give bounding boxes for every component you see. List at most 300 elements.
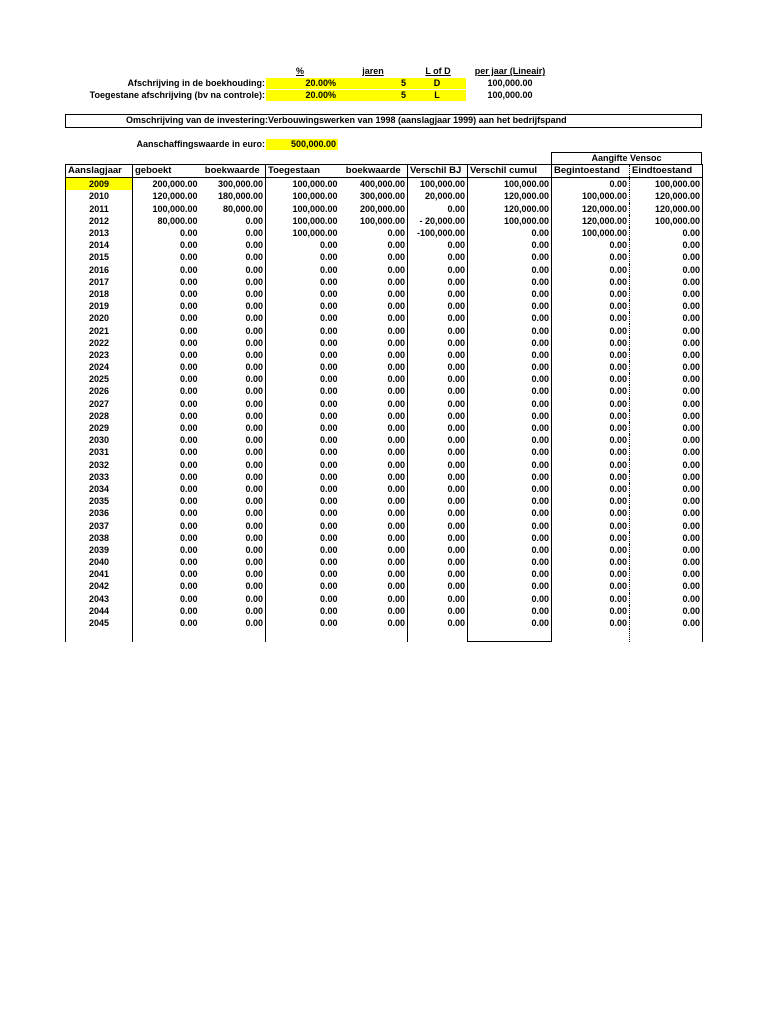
cell-boekwaarde-toegestaan[interactable]: 0.00: [387, 435, 405, 446]
cell-toegestaan[interactable]: 100,000.00: [266, 190, 340, 202]
param-lofd-toegestaan[interactable]: L: [408, 90, 466, 101]
cell-geboekt[interactable]: 0.00: [133, 361, 200, 373]
cell-toegestaan[interactable]: 0.00: [266, 337, 340, 349]
cell-geboekt[interactable]: 0.00: [133, 276, 200, 288]
cell-verschil-bj[interactable]: 0.00: [408, 422, 468, 434]
cell-aanslagjaar[interactable]: 2042: [66, 580, 133, 592]
cell-toegestaan[interactable]: 100,000.00: [266, 203, 340, 215]
cell-begintoestand[interactable]: 120,000.00: [581, 203, 627, 214]
cell-begintoestand[interactable]: 100,000.00: [581, 228, 627, 239]
cell-eindtoestand[interactable]: 0.00: [630, 398, 703, 410]
cell-verschil-cumul[interactable]: 0.00: [468, 593, 552, 605]
cell-eindtoestand[interactable]: 0.00: [630, 276, 703, 288]
cell-verschil-cumul[interactable]: 0.00: [468, 580, 552, 592]
cell-verschil-bj[interactable]: 0.00: [408, 276, 468, 288]
cell-toegestaan[interactable]: 0.00: [266, 434, 340, 446]
cell-toegestaan[interactable]: 0.00: [266, 593, 340, 605]
cell-begintoestand[interactable]: 0.00: [609, 483, 627, 494]
cell-boekwaarde-boek[interactable]: 0.00: [245, 435, 263, 446]
cell-verschil-bj[interactable]: 0.00: [408, 398, 468, 410]
cell-boekwaarde-boek[interactable]: 0.00: [245, 276, 263, 287]
cell-geboekt[interactable]: 0.00: [133, 385, 200, 397]
cell-verschil-bj[interactable]: 0.00: [408, 446, 468, 458]
cell-eindtoestand[interactable]: 0.00: [630, 385, 703, 397]
cell-boekwaarde-toegestaan[interactable]: 0.00: [387, 313, 405, 324]
cell-boekwaarde-boek[interactable]: 0.00: [245, 349, 263, 360]
cell-boekwaarde-boek[interactable]: 0.00: [245, 362, 263, 373]
cell-boekwaarde-toegestaan[interactable]: 0.00: [387, 362, 405, 373]
cell-verschil-bj[interactable]: 0.00: [408, 580, 468, 592]
cell-aanslagjaar[interactable]: 2044: [66, 605, 133, 617]
cell-toegestaan[interactable]: 0.00: [266, 544, 340, 556]
cell-boekwaarde-toegestaan[interactable]: 0.00: [387, 520, 405, 531]
cell-eindtoestand[interactable]: 0.00: [630, 580, 703, 592]
cell-verschil-bj[interactable]: 0.00: [408, 519, 468, 531]
cell-boekwaarde-boek[interactable]: 0.00: [245, 264, 263, 275]
cell-boekwaarde-toegestaan[interactable]: 0.00: [387, 423, 405, 434]
cell-verschil-bj[interactable]: 0.00: [408, 507, 468, 519]
cell-eindtoestand[interactable]: 0.00: [630, 532, 703, 544]
cell-verschil-cumul[interactable]: 0.00: [468, 227, 552, 239]
cell-verschil-cumul[interactable]: 0.00: [468, 385, 552, 397]
cell-eindtoestand[interactable]: 0.00: [630, 605, 703, 617]
cell-boekwaarde-boek[interactable]: 0.00: [245, 508, 263, 519]
cell-toegestaan[interactable]: 0.00: [266, 239, 340, 251]
cell-toegestaan[interactable]: 0.00: [266, 410, 340, 422]
cell-boekwaarde-boek[interactable]: 0.00: [245, 557, 263, 568]
cell-aanslagjaar[interactable]: 2022: [66, 337, 133, 349]
cell-begintoestand[interactable]: 0.00: [609, 605, 627, 616]
cell-aanslagjaar[interactable]: 2029: [66, 422, 133, 434]
cell-verschil-bj[interactable]: 0.00: [408, 556, 468, 568]
cell-geboekt[interactable]: 0.00: [133, 227, 200, 239]
cell-geboekt[interactable]: 0.00: [133, 617, 200, 629]
cell-verschil-cumul[interactable]: 0.00: [468, 507, 552, 519]
cell-eindtoestand[interactable]: 0.00: [630, 507, 703, 519]
cell-aanslagjaar[interactable]: 2039: [66, 544, 133, 556]
cell-eindtoestand[interactable]: 0.00: [630, 568, 703, 580]
cell-boekwaarde-toegestaan[interactable]: 0.00: [387, 228, 405, 239]
cell-boekwaarde-boek[interactable]: 0.00: [245, 593, 263, 604]
cell-boekwaarde-toegestaan[interactable]: 0.00: [387, 264, 405, 275]
cell-eindtoestand[interactable]: 0.00: [630, 410, 703, 422]
cell-verschil-cumul[interactable]: 0.00: [468, 349, 552, 361]
cell-boekwaarde-toegestaan[interactable]: 0.00: [387, 618, 405, 629]
cell-eindtoestand[interactable]: 100,000.00: [630, 178, 703, 191]
cell-verschil-cumul[interactable]: 0.00: [468, 544, 552, 556]
cell-verschil-bj[interactable]: 0.00: [408, 239, 468, 251]
cell-geboekt[interactable]: 0.00: [133, 410, 200, 422]
cell-verschil-cumul[interactable]: 0.00: [468, 422, 552, 434]
cell-geboekt[interactable]: 0.00: [133, 507, 200, 519]
cell-begintoestand[interactable]: 0.00: [609, 508, 627, 519]
cell-begintoestand[interactable]: 0.00: [609, 264, 627, 275]
cell-eindtoestand[interactable]: 0.00: [630, 593, 703, 605]
cell-aanslagjaar[interactable]: 2035: [66, 495, 133, 507]
cell-aanslagjaar[interactable]: 2032: [66, 459, 133, 471]
cell-boekwaarde-toegestaan[interactable]: 0.00: [387, 581, 405, 592]
cell-begintoestand[interactable]: 0.00: [609, 581, 627, 592]
cell-verschil-bj[interactable]: 0.00: [408, 203, 468, 215]
cell-verschil-cumul[interactable]: 0.00: [468, 251, 552, 263]
cell-toegestaan[interactable]: 0.00: [266, 300, 340, 312]
cell-aanslagjaar[interactable]: 2021: [66, 324, 133, 336]
cell-verschil-bj[interactable]: 0.00: [408, 617, 468, 629]
cell-boekwaarde-boek[interactable]: 0.00: [245, 423, 263, 434]
cell-eindtoestand[interactable]: 0.00: [630, 337, 703, 349]
cell-toegestaan[interactable]: 0.00: [266, 568, 340, 580]
cell-aanslagjaar[interactable]: 2040: [66, 556, 133, 568]
cell-boekwaarde-toegestaan[interactable]: 0.00: [387, 557, 405, 568]
cell-eindtoestand[interactable]: 0.00: [630, 373, 703, 385]
cell-aanslagjaar[interactable]: 2027: [66, 398, 133, 410]
cell-verschil-bj[interactable]: 0.00: [408, 373, 468, 385]
cell-begintoestand[interactable]: 0.00: [609, 288, 627, 299]
cell-begintoestand[interactable]: 0.00: [609, 252, 627, 263]
cell-toegestaan[interactable]: 100,000.00: [266, 227, 340, 239]
cell-begintoestand[interactable]: 0.00: [609, 313, 627, 324]
cell-geboekt[interactable]: 0.00: [133, 605, 200, 617]
cell-verschil-bj[interactable]: 0.00: [408, 361, 468, 373]
cell-geboekt[interactable]: 0.00: [133, 312, 200, 324]
cell-verschil-cumul[interactable]: 0.00: [468, 410, 552, 422]
cell-verschil-bj[interactable]: 0.00: [408, 593, 468, 605]
cell-eindtoestand[interactable]: 0.00: [630, 312, 703, 324]
cell-verschil-bj[interactable]: 100,000.00: [408, 178, 468, 191]
cell-aanslagjaar[interactable]: 2030: [66, 434, 133, 446]
cell-eindtoestand[interactable]: 0.00: [630, 544, 703, 556]
cell-geboekt[interactable]: 100,000.00: [133, 203, 200, 215]
cell-begintoestand[interactable]: 0.00: [609, 240, 627, 251]
cell-verschil-cumul[interactable]: 0.00: [468, 471, 552, 483]
cell-verschil-cumul[interactable]: 0.00: [468, 568, 552, 580]
cell-verschil-cumul[interactable]: 0.00: [468, 605, 552, 617]
cell-aanslagjaar[interactable]: 2014: [66, 239, 133, 251]
cell-toegestaan[interactable]: 0.00: [266, 605, 340, 617]
cell-boekwaarde-toegestaan[interactable]: 0.00: [387, 325, 405, 336]
cell-boekwaarde-boek[interactable]: 0.00: [245, 228, 263, 239]
cell-verschil-cumul[interactable]: 0.00: [468, 483, 552, 495]
cell-boekwaarde-boek[interactable]: 0.00: [245, 483, 263, 494]
cell-geboekt[interactable]: 200,000.00: [133, 178, 200, 191]
param-jaren-boekhouding[interactable]: 5: [338, 78, 408, 89]
cell-toegestaan[interactable]: 0.00: [266, 312, 340, 324]
cell-verschil-bj[interactable]: 0.00: [408, 471, 468, 483]
cell-boekwaarde-boek[interactable]: 0.00: [245, 325, 263, 336]
cell-geboekt[interactable]: 0.00: [133, 495, 200, 507]
cell-aanslagjaar[interactable]: 2012: [66, 215, 133, 227]
cell-begintoestand[interactable]: 0.00: [609, 471, 627, 482]
cell-begintoestand[interactable]: 0.00: [609, 557, 627, 568]
cell-eindtoestand[interactable]: 0.00: [630, 471, 703, 483]
cell-eindtoestand[interactable]: 0.00: [630, 459, 703, 471]
cell-aanslagjaar[interactable]: 2036: [66, 507, 133, 519]
cell-geboekt[interactable]: 0.00: [133, 519, 200, 531]
cell-verschil-bj[interactable]: 0.00: [408, 337, 468, 349]
cell-boekwaarde-toegestaan[interactable]: 0.00: [387, 301, 405, 312]
cell-boekwaarde-toegestaan[interactable]: 0.00: [387, 410, 405, 421]
cell-aanslagjaar[interactable]: 2024: [66, 361, 133, 373]
cell-geboekt[interactable]: 0.00: [133, 264, 200, 276]
cell-eindtoestand[interactable]: 0.00: [630, 483, 703, 495]
cell-eindtoestand[interactable]: 0.00: [630, 324, 703, 336]
cell-begintoestand[interactable]: 0.00: [609, 362, 627, 373]
cell-boekwaarde-toegestaan[interactable]: 0.00: [387, 374, 405, 385]
cell-geboekt[interactable]: 0.00: [133, 556, 200, 568]
cell-aanslagjaar[interactable]: 2033: [66, 471, 133, 483]
cell-geboekt[interactable]: 80,000.00: [133, 215, 200, 227]
cell-toegestaan[interactable]: 0.00: [266, 556, 340, 568]
cell-verschil-cumul[interactable]: 0.00: [468, 361, 552, 373]
cell-boekwaarde-toegestaan[interactable]: 0.00: [387, 459, 405, 470]
cell-boekwaarde-boek[interactable]: 0.00: [245, 605, 263, 616]
cell-begintoestand[interactable]: 0.00: [609, 301, 627, 312]
param-lofd-boekhouding[interactable]: D: [408, 78, 466, 89]
cell-aanslagjaar[interactable]: 2026: [66, 385, 133, 397]
cell-aanslagjaar[interactable]: 2011: [66, 203, 133, 215]
cell-verschil-bj[interactable]: 0.00: [408, 264, 468, 276]
cell-verschil-cumul[interactable]: 120,000.00: [468, 203, 552, 215]
cell-verschil-cumul[interactable]: 0.00: [468, 446, 552, 458]
cell-geboekt[interactable]: 0.00: [133, 483, 200, 495]
cell-toegestaan[interactable]: 0.00: [266, 446, 340, 458]
cell-boekwaarde-boek[interactable]: 0.00: [245, 544, 263, 555]
cell-boekwaarde-toegestaan[interactable]: 100,000.00: [359, 215, 405, 226]
cell-boekwaarde-toegestaan[interactable]: 400,000.00: [359, 179, 405, 190]
cell-boekwaarde-boek[interactable]: 0.00: [245, 618, 263, 629]
cell-boekwaarde-boek[interactable]: 0.00: [245, 313, 263, 324]
cell-toegestaan[interactable]: 0.00: [266, 398, 340, 410]
cell-toegestaan[interactable]: 0.00: [266, 495, 340, 507]
param-pct-boekhouding[interactable]: 20.00%: [266, 78, 338, 89]
cell-toegestaan[interactable]: 0.00: [266, 617, 340, 629]
cell-verschil-bj[interactable]: - 20,000.00: [408, 215, 468, 227]
cell-boekwaarde-boek[interactable]: 0.00: [245, 410, 263, 421]
cell-verschil-cumul[interactable]: 0.00: [468, 519, 552, 531]
cell-begintoestand[interactable]: 0.00: [609, 618, 627, 629]
cell-eindtoestand[interactable]: 0.00: [630, 361, 703, 373]
cell-boekwaarde-boek[interactable]: 300,000.00: [217, 179, 263, 190]
cell-aanslagjaar[interactable]: 2015: [66, 251, 133, 263]
cell-boekwaarde-boek[interactable]: 0.00: [245, 288, 263, 299]
cell-verschil-bj[interactable]: 0.00: [408, 459, 468, 471]
cell-geboekt[interactable]: 0.00: [133, 593, 200, 605]
cell-toegestaan[interactable]: 100,000.00: [266, 215, 340, 227]
cell-toegestaan[interactable]: 0.00: [266, 459, 340, 471]
cell-verschil-bj[interactable]: 0.00: [408, 532, 468, 544]
cell-boekwaarde-toegestaan[interactable]: 0.00: [387, 569, 405, 580]
cell-boekwaarde-boek[interactable]: 80,000.00: [222, 203, 263, 214]
cell-eindtoestand[interactable]: 0.00: [630, 556, 703, 568]
cell-verschil-bj[interactable]: 0.00: [408, 251, 468, 263]
cell-boekwaarde-boek[interactable]: 0.00: [245, 569, 263, 580]
cell-verschil-cumul[interactable]: 0.00: [468, 373, 552, 385]
cell-verschil-cumul[interactable]: 0.00: [468, 300, 552, 312]
cell-begintoestand[interactable]: 0.00: [609, 569, 627, 580]
cell-aanslagjaar[interactable]: 2010: [66, 190, 133, 202]
cell-eindtoestand[interactable]: 0.00: [630, 349, 703, 361]
cell-toegestaan[interactable]: 0.00: [266, 422, 340, 434]
cell-toegestaan[interactable]: 0.00: [266, 288, 340, 300]
cell-toegestaan[interactable]: 0.00: [266, 251, 340, 263]
cell-boekwaarde-toegestaan[interactable]: 0.00: [387, 349, 405, 360]
cell-geboekt[interactable]: 0.00: [133, 532, 200, 544]
cell-verschil-cumul[interactable]: 0.00: [468, 264, 552, 276]
cell-aanslagjaar[interactable]: 2020: [66, 312, 133, 324]
cell-aanslagjaar[interactable]: 2031: [66, 446, 133, 458]
cell-verschil-cumul[interactable]: 0.00: [468, 617, 552, 629]
cell-boekwaarde-boek[interactable]: 0.00: [245, 532, 263, 543]
cell-verschil-bj[interactable]: 0.00: [408, 288, 468, 300]
param-pct-toegestaan[interactable]: 20.00%: [266, 90, 338, 101]
cell-boekwaarde-toegestaan[interactable]: 0.00: [387, 337, 405, 348]
cell-boekwaarde-toegestaan[interactable]: 0.00: [387, 508, 405, 519]
cell-geboekt[interactable]: 0.00: [133, 300, 200, 312]
cell-geboekt[interactable]: 0.00: [133, 337, 200, 349]
cell-eindtoestand[interactable]: 120,000.00: [630, 190, 703, 202]
cell-verschil-cumul[interactable]: 0.00: [468, 556, 552, 568]
cell-boekwaarde-boek[interactable]: 0.00: [245, 215, 263, 226]
cell-verschil-bj[interactable]: 0.00: [408, 312, 468, 324]
cell-toegestaan[interactable]: 0.00: [266, 532, 340, 544]
cell-begintoestand[interactable]: 0.00: [609, 496, 627, 507]
cell-toegestaan[interactable]: 0.00: [266, 373, 340, 385]
cell-toegestaan[interactable]: 100,000.00: [266, 178, 340, 191]
cell-begintoestand[interactable]: 0.00: [609, 532, 627, 543]
cell-begintoestand[interactable]: 0.00: [609, 349, 627, 360]
cell-boekwaarde-toegestaan[interactable]: 0.00: [387, 288, 405, 299]
cell-verschil-bj[interactable]: 20,000.00: [408, 190, 468, 202]
cell-begintoestand[interactable]: 0.00: [609, 459, 627, 470]
cell-aanslagjaar[interactable]: 2043: [66, 593, 133, 605]
cell-boekwaarde-boek[interactable]: 0.00: [245, 301, 263, 312]
cell-toegestaan[interactable]: 0.00: [266, 385, 340, 397]
cell-boekwaarde-toegestaan[interactable]: 0.00: [387, 532, 405, 543]
cell-verschil-cumul[interactable]: 0.00: [468, 288, 552, 300]
cell-eindtoestand[interactable]: 100,000.00: [630, 215, 703, 227]
cell-begintoestand[interactable]: 0.00: [609, 447, 627, 458]
cell-boekwaarde-toegestaan[interactable]: 0.00: [387, 483, 405, 494]
cell-aanslagjaar[interactable]: 2023: [66, 349, 133, 361]
cell-verschil-cumul[interactable]: 0.00: [468, 434, 552, 446]
cell-begintoestand[interactable]: 0.00: [609, 423, 627, 434]
cell-verschil-bj[interactable]: 0.00: [408, 410, 468, 422]
cell-eindtoestand[interactable]: 0.00: [630, 446, 703, 458]
cell-verschil-cumul[interactable]: 120,000.00: [468, 190, 552, 202]
cell-eindtoestand[interactable]: 120,000.00: [630, 203, 703, 215]
cell-begintoestand[interactable]: 0.00: [609, 179, 627, 190]
cell-verschil-cumul[interactable]: 100,000.00: [468, 178, 552, 191]
cell-eindtoestand[interactable]: 0.00: [630, 495, 703, 507]
cell-eindtoestand[interactable]: 0.00: [630, 617, 703, 629]
cell-aanslagjaar[interactable]: 2009: [66, 178, 133, 191]
description-value[interactable]: Verbouwingswerken van 1998 (aanslagjaar 1999) aan het bedrijfspand: [268, 115, 567, 125]
cell-geboekt[interactable]: 0.00: [133, 398, 200, 410]
cell-verschil-cumul[interactable]: 100,000.00: [468, 215, 552, 227]
cell-toegestaan[interactable]: 0.00: [266, 483, 340, 495]
cell-boekwaarde-toegestaan[interactable]: 0.00: [387, 252, 405, 263]
cell-geboekt[interactable]: 0.00: [133, 580, 200, 592]
cell-eindtoestand[interactable]: 0.00: [630, 519, 703, 531]
cell-aanslagjaar[interactable]: 2018: [66, 288, 133, 300]
cell-toegestaan[interactable]: 0.00: [266, 276, 340, 288]
cell-geboekt[interactable]: 0.00: [133, 471, 200, 483]
cell-toegestaan[interactable]: 0.00: [266, 507, 340, 519]
cell-aanslagjaar[interactable]: 2037: [66, 519, 133, 531]
cell-boekwaarde-boek[interactable]: 0.00: [245, 459, 263, 470]
cell-begintoestand[interactable]: 0.00: [609, 337, 627, 348]
cell-eindtoestand[interactable]: 0.00: [630, 227, 703, 239]
cell-aanslagjaar[interactable]: 2041: [66, 568, 133, 580]
cell-toegestaan[interactable]: 0.00: [266, 324, 340, 336]
cell-verschil-bj[interactable]: 0.00: [408, 483, 468, 495]
acquisition-value[interactable]: 500,000.00: [266, 139, 338, 150]
cell-boekwaarde-boek[interactable]: 0.00: [245, 581, 263, 592]
cell-geboekt[interactable]: 0.00: [133, 373, 200, 385]
cell-begintoestand[interactable]: 0.00: [609, 276, 627, 287]
cell-aanslagjaar[interactable]: 2028: [66, 410, 133, 422]
cell-toegestaan[interactable]: 0.00: [266, 580, 340, 592]
cell-geboekt[interactable]: 0.00: [133, 544, 200, 556]
cell-boekwaarde-toegestaan[interactable]: 0.00: [387, 386, 405, 397]
cell-verschil-cumul[interactable]: 0.00: [468, 337, 552, 349]
cell-verschil-bj[interactable]: 0.00: [408, 324, 468, 336]
cell-boekwaarde-toegestaan[interactable]: 0.00: [387, 544, 405, 555]
cell-verschil-cumul[interactable]: 0.00: [468, 276, 552, 288]
cell-geboekt[interactable]: 0.00: [133, 459, 200, 471]
cell-boekwaarde-toegestaan[interactable]: 0.00: [387, 593, 405, 604]
cell-aanslagjaar[interactable]: 2025: [66, 373, 133, 385]
cell-begintoestand[interactable]: 0.00: [609, 410, 627, 421]
cell-verschil-cumul[interactable]: 0.00: [468, 495, 552, 507]
cell-aanslagjaar[interactable]: 2013: [66, 227, 133, 239]
cell-begintoestand[interactable]: 0.00: [609, 325, 627, 336]
cell-begintoestand[interactable]: 0.00: [609, 544, 627, 555]
cell-boekwaarde-boek[interactable]: 0.00: [245, 398, 263, 409]
cell-boekwaarde-toegestaan[interactable]: 0.00: [387, 471, 405, 482]
cell-verschil-bj[interactable]: 0.00: [408, 568, 468, 580]
cell-boekwaarde-boek[interactable]: 0.00: [245, 496, 263, 507]
cell-toegestaan[interactable]: 0.00: [266, 361, 340, 373]
cell-boekwaarde-boek[interactable]: 0.00: [245, 252, 263, 263]
cell-verschil-bj[interactable]: 0.00: [408, 544, 468, 556]
cell-begintoestand[interactable]: 0.00: [609, 435, 627, 446]
cell-boekwaarde-boek[interactable]: 0.00: [245, 240, 263, 251]
cell-boekwaarde-toegestaan[interactable]: 0.00: [387, 447, 405, 458]
cell-geboekt[interactable]: 0.00: [133, 239, 200, 251]
cell-begintoestand[interactable]: 0.00: [609, 593, 627, 604]
cell-begintoestand[interactable]: 120,000.00: [581, 215, 627, 226]
cell-aanslagjaar[interactable]: 2038: [66, 532, 133, 544]
cell-begintoestand[interactable]: 0.00: [609, 398, 627, 409]
cell-boekwaarde-boek[interactable]: 0.00: [245, 520, 263, 531]
cell-aanslagjaar[interactable]: 2017: [66, 276, 133, 288]
cell-geboekt[interactable]: 0.00: [133, 288, 200, 300]
cell-toegestaan[interactable]: 0.00: [266, 349, 340, 361]
cell-verschil-cumul[interactable]: 0.00: [468, 398, 552, 410]
cell-boekwaarde-toegestaan[interactable]: 0.00: [387, 398, 405, 409]
cell-geboekt[interactable]: 0.00: [133, 446, 200, 458]
cell-verschil-bj[interactable]: 0.00: [408, 300, 468, 312]
cell-boekwaarde-boek[interactable]: 180,000.00: [217, 191, 263, 202]
cell-boekwaarde-toegestaan[interactable]: 0.00: [387, 240, 405, 251]
cell-eindtoestand[interactable]: 0.00: [630, 422, 703, 434]
cell-verschil-cumul[interactable]: 0.00: [468, 532, 552, 544]
cell-eindtoestand[interactable]: 0.00: [630, 264, 703, 276]
cell-geboekt[interactable]: 0.00: [133, 422, 200, 434]
cell-verschil-cumul[interactable]: 0.00: [468, 312, 552, 324]
cell-eindtoestand[interactable]: 0.00: [630, 239, 703, 251]
